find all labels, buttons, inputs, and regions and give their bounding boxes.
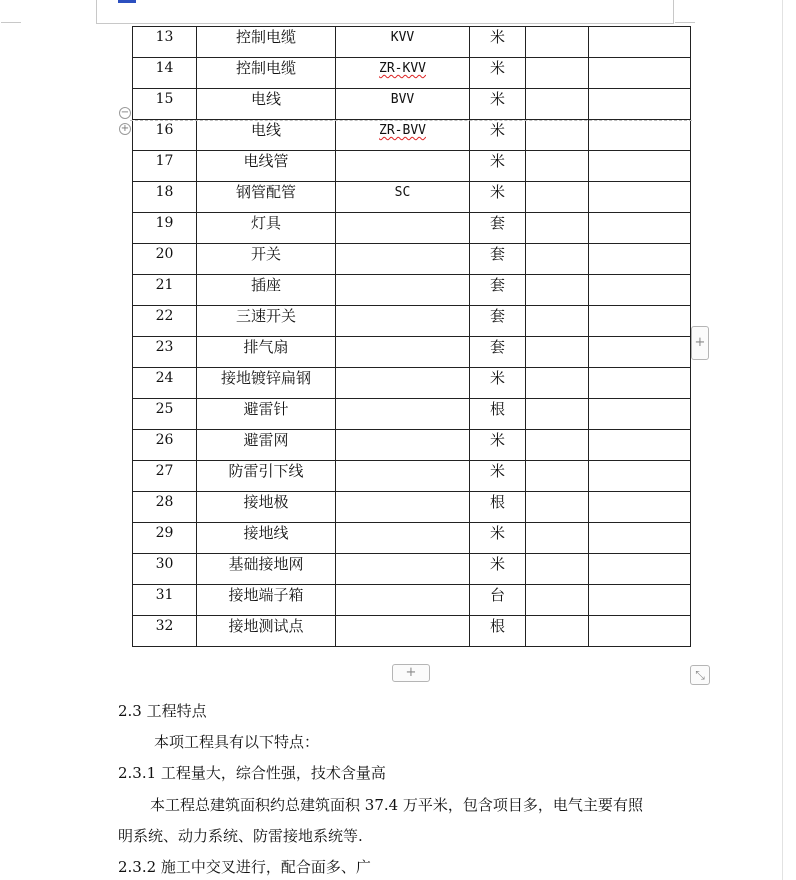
cell-quantity[interactable] [526,120,589,151]
cell-quantity[interactable] [526,554,589,585]
table-row [133,523,691,554]
cell-remarks[interactable] [589,213,691,244]
cell-model[interactable] [336,492,470,523]
cell-number-text: 19 [155,215,174,231]
cell-unit[interactable] [470,554,526,585]
cell-remarks[interactable] [589,554,691,585]
cell-unit[interactable] [470,461,526,492]
cell-number[interactable] [133,337,197,368]
table-row [133,368,691,399]
cell-remarks[interactable] [589,337,691,368]
cell-item-name-text: 接地极 [243,493,289,511]
cell-number-text: 16 [155,122,174,138]
cell-unit-text: 台 [489,586,505,604]
body-paragraph-line-1: 本工程总建筑面积约总建筑面积 37.4 万平米，包含项目多，电气主要有照 [150,796,643,814]
cell-number-text: 30 [155,556,174,572]
cell-unit[interactable] [470,492,526,523]
page-break-line [130,120,692,121]
page-top-edge [96,0,674,24]
cell-model-text: BVV [390,92,415,107]
cell-quantity[interactable] [526,337,589,368]
table-row [133,89,691,120]
cell-remarks[interactable] [589,306,691,337]
cell-number-text: 31 [155,587,174,603]
cell-quantity[interactable] [526,275,589,306]
cell-number[interactable] [133,182,197,213]
expand-row-icon[interactable]: + [120,123,130,134]
cell-model[interactable] [336,213,470,244]
cell-model[interactable] [336,151,470,182]
cell-model[interactable] [336,585,470,616]
cell-remarks[interactable] [589,399,691,430]
cell-model[interactable] [336,337,470,368]
cell-model[interactable] [336,120,470,151]
cell-remarks[interactable] [589,616,691,647]
table-row [133,585,691,616]
cell-quantity[interactable] [526,151,589,182]
cell-item-name[interactable] [197,27,336,58]
cell-item-name[interactable] [197,244,336,275]
cell-item-name[interactable] [197,275,336,306]
cell-item-name-text: 钢管配管 [235,183,296,201]
cell-number[interactable] [133,27,197,58]
cell-remarks[interactable] [589,182,691,213]
table-row [133,213,691,244]
cell-model[interactable] [336,182,470,213]
cell-unit-text: 套 [489,338,505,356]
cell-unit-text: 套 [489,307,505,325]
cell-item-name-text: 避雷网 [243,431,289,449]
cell-item-name[interactable] [197,182,336,213]
cell-model-text: KVV [390,30,415,45]
cell-unit-text: 套 [489,214,505,232]
cell-remarks[interactable] [589,523,691,554]
add-row-button[interactable]: + [392,664,430,682]
cell-unit-text: 套 [489,276,505,294]
cell-unit[interactable] [470,523,526,554]
cell-item-name[interactable] [197,58,336,89]
cell-quantity[interactable] [526,89,589,120]
cell-number[interactable] [133,523,197,554]
cell-unit[interactable] [470,244,526,275]
cell-quantity[interactable] [526,244,589,275]
cell-unit-text: 米 [489,28,505,46]
cell-item-name[interactable] [197,461,336,492]
cell-item-name-text: 基础接地网 [228,555,304,573]
cell-model[interactable] [336,399,470,430]
cell-number[interactable] [133,89,197,120]
cell-quantity[interactable] [526,27,589,58]
cell-number-text: 26 [155,432,174,448]
cell-item-name-text: 电线管 [243,152,289,170]
cell-number[interactable] [133,213,197,244]
resize-table-handle-icon[interactable]: ⤡ [690,665,710,685]
cell-remarks[interactable] [589,58,691,89]
body-paragraph-line-2: 明系统、动力系统、防雷接地系统等. [118,827,363,845]
cell-item-name-text: 排气扇 [243,338,289,356]
cell-quantity[interactable] [526,585,589,616]
cell-remarks[interactable] [589,244,691,275]
cell-unit[interactable] [470,151,526,182]
table-row [133,244,691,275]
cell-item-name-text: 防雷引下线 [228,462,304,480]
cell-quantity[interactable] [526,182,589,213]
cell-unit[interactable] [470,89,526,120]
cell-unit[interactable] [470,27,526,58]
cell-unit-text: 米 [489,369,505,387]
cell-unit[interactable] [470,58,526,89]
cell-model[interactable] [336,306,470,337]
cell-number[interactable] [133,616,197,647]
table-row [133,430,691,461]
table-row [133,275,691,306]
cell-unit-text: 米 [489,462,505,480]
cell-unit[interactable] [470,430,526,461]
cell-number-text: 25 [155,401,174,417]
table-row [133,306,691,337]
cell-number-text: 22 [155,308,174,324]
cell-number[interactable] [133,585,197,616]
cell-item-name-text: 控制电缆 [235,59,296,77]
table-row [133,120,691,151]
cell-unit[interactable] [470,337,526,368]
cell-item-name[interactable] [197,151,336,182]
cell-number[interactable] [133,492,197,523]
cell-unit[interactable] [470,399,526,430]
cell-item-name-text: 接地线 [243,524,289,542]
cell-item-name-text: 灯具 [250,214,281,232]
cell-number[interactable] [133,120,197,151]
cell-item-name-text: 控制电缆 [235,28,296,46]
add-column-button[interactable]: + [691,326,709,360]
cell-unit-text: 根 [489,400,505,418]
cell-item-name[interactable] [197,585,336,616]
cell-number-text: 15 [155,91,174,107]
cell-number[interactable] [133,554,197,585]
cell-quantity[interactable] [526,492,589,523]
cell-unit-text: 根 [489,493,505,511]
cell-number[interactable] [133,306,197,337]
cell-model[interactable] [336,430,470,461]
cell-number[interactable] [133,399,197,430]
cell-model[interactable] [336,554,470,585]
cell-item-name[interactable] [197,492,336,523]
cell-item-name[interactable] [197,120,336,151]
heading-2-3-2: 2.3.2 施工中交叉进行，配合面多、广 [118,858,371,876]
cell-model[interactable] [336,58,470,89]
collapse-row-icon[interactable]: − [120,107,130,118]
cell-unit-text: 米 [489,152,505,170]
cell-unit-text: 根 [489,617,505,635]
cell-model[interactable] [336,368,470,399]
cell-remarks[interactable] [589,461,691,492]
cell-quantity[interactable] [526,368,589,399]
cell-item-name-text: 电线 [250,121,281,139]
cell-unit-text: 米 [489,183,505,201]
cell-quantity[interactable] [526,430,589,461]
table-row [133,616,691,647]
cell-number-text: 32 [155,618,174,634]
cell-quantity[interactable] [526,213,589,244]
cell-item-name-text: 避雷针 [243,400,289,418]
page-right-rule [782,0,783,880]
cell-item-name-text: 接地端子箱 [228,586,304,604]
cell-number-text: 28 [155,494,174,510]
cell-item-name[interactable] [197,554,336,585]
cell-remarks[interactable] [589,368,691,399]
cursor-marker [118,0,136,3]
table-row [133,461,691,492]
cell-number-text: 18 [155,184,174,200]
cell-model[interactable] [336,275,470,306]
margin-tick-right [675,22,695,23]
cell-item-name[interactable] [197,306,336,337]
cell-remarks[interactable] [589,492,691,523]
cell-item-name-text: 插座 [250,276,281,294]
table-row [133,337,691,368]
cell-item-name[interactable] [197,337,336,368]
cell-unit-text: 套 [489,245,505,263]
cell-number[interactable] [133,368,197,399]
cell-model-text: ZR-BVV [379,123,426,138]
cell-number-text: 23 [155,339,174,355]
cell-unit-text: 米 [489,59,505,77]
cell-number[interactable] [133,275,197,306]
cell-quantity[interactable] [526,616,589,647]
cell-number-text: 13 [155,29,174,45]
cell-model[interactable] [336,616,470,647]
cell-number[interactable] [133,430,197,461]
cell-number[interactable] [133,244,197,275]
cell-item-name-text: 接地镀锌扁钢 [220,369,311,387]
cell-unit-text: 米 [489,555,505,573]
cell-item-name[interactable] [197,368,336,399]
cell-number[interactable] [133,151,197,182]
cell-number[interactable] [133,461,197,492]
cell-quantity[interactable] [526,461,589,492]
cell-remarks[interactable] [589,151,691,182]
table-row [133,151,691,182]
cell-unit[interactable] [470,306,526,337]
cell-number-text: 29 [155,525,174,541]
cell-item-name-text: 接地测试点 [228,617,304,635]
cell-item-name[interactable] [197,89,336,120]
table-row [133,554,691,585]
cell-model[interactable] [336,461,470,492]
table-row [133,492,691,523]
cell-quantity[interactable] [526,306,589,337]
cell-quantity[interactable] [526,399,589,430]
margin-tick-left [1,22,21,23]
cell-item-name[interactable] [197,523,336,554]
cell-remarks[interactable] [589,120,691,151]
cell-item-name[interactable] [197,213,336,244]
cell-model-text: SC [394,185,411,200]
cell-unit-text: 米 [489,431,505,449]
intro-paragraph: 本项工程具有以下特点： [154,733,320,751]
table-row [133,182,691,213]
heading-2-3-1: 2.3.1 工程量大，综合性强，技术含量高 [118,764,386,782]
cell-unit[interactable] [470,182,526,213]
table-row [133,399,691,430]
table-row [133,27,691,58]
cell-unit[interactable] [470,368,526,399]
cell-unit-text: 米 [489,121,505,139]
cell-quantity[interactable] [526,58,589,89]
cell-unit[interactable] [470,585,526,616]
cell-item-name[interactable] [197,616,336,647]
cell-model[interactable] [336,89,470,120]
cell-remarks[interactable] [589,585,691,616]
cell-quantity[interactable] [526,523,589,554]
cell-number-text: 14 [155,60,174,76]
cell-unit[interactable] [470,616,526,647]
cell-item-name[interactable] [197,430,336,461]
cell-model[interactable] [336,244,470,275]
heading-2-3: 2.3 工程特点 [118,702,207,720]
cell-remarks[interactable] [589,275,691,306]
cell-model[interactable] [336,523,470,554]
cell-item-name-text: 电线 [250,90,281,108]
cell-item-name-text: 三速开关 [235,307,296,325]
cell-unit[interactable] [470,275,526,306]
cell-number-text: 17 [155,153,174,169]
cell-unit[interactable] [470,120,526,151]
cell-item-name[interactable] [197,399,336,430]
cell-number-text: 27 [155,463,174,479]
table-row [133,58,691,89]
cell-number-text: 21 [155,277,174,293]
cell-model-text: ZR-KVV [379,61,426,76]
cell-remarks[interactable] [589,27,691,58]
cell-number-text: 20 [155,246,174,262]
cell-remarks[interactable] [589,89,691,120]
cell-model[interactable] [336,27,470,58]
cell-unit[interactable] [470,213,526,244]
cell-unit-text: 米 [489,524,505,542]
cell-number-text: 24 [155,370,174,386]
cell-unit-text: 米 [489,90,505,108]
cell-remarks[interactable] [589,430,691,461]
cell-number[interactable] [133,58,197,89]
cell-item-name-text: 开关 [250,245,281,263]
